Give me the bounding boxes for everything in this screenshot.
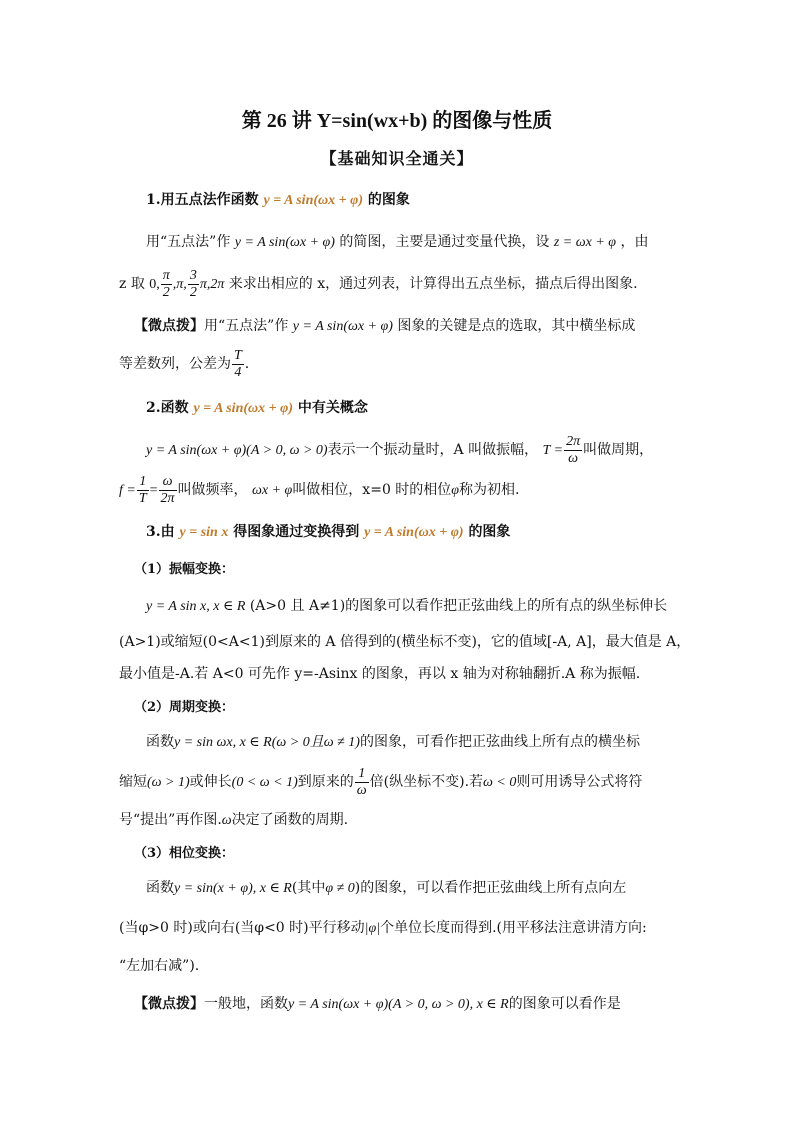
formula: y = A sin(ωx + φ) [292,319,393,334]
formula: y = A sin(ωx + φ) [234,235,335,250]
text: 个单位长度而得到.(用平移法注意讲清方向: [380,920,647,936]
paragraph-line [119,918,647,939]
fraction [188,268,199,301]
heading-text: 的图象 [367,192,410,208]
text: 用“五点法”作 [146,234,231,250]
paragraph-line: (A>1)或缩短(0<A<1)到原来的 A 倍得到的(横坐标不变)，它的值域[-A, A]，最大值是 A， [119,634,691,650]
text: z 取 [119,276,145,292]
formula: y = A sin x, x ∈ R [146,599,246,614]
paragraph-line [119,764,642,801]
text: 函数 [146,734,174,750]
tip-line [134,994,621,1015]
formula: ,π, [172,277,187,292]
fraction [355,766,369,799]
heading-formula: y = sin x [179,525,229,540]
text: 则可用诱导公式将符 [516,774,643,790]
text: 表示一个振动量时，A 叫做振幅， [327,442,539,458]
formula: y = sin(x + φ), x ∈ R [174,881,292,896]
denominator: 4 [234,364,242,380]
formula: f = [119,483,136,498]
text: 叫做频率， [177,482,248,498]
heading-text: 1.用五点法作函数 [146,192,259,208]
formula: φ [451,483,460,498]
text: (当φ>0 时)或向右(当φ<0 时)平行移动 [119,920,365,936]
heading-text: 3.由 [146,524,175,540]
heading-text: 2.函数 [146,400,189,416]
section-subtitle: 【基础知识全通关】 [320,149,474,168]
page-title: 第 26 讲 Y=sin(wx+b) 的图像与性质 [241,110,553,132]
section-2-heading [146,398,368,419]
paragraph-line [146,878,626,899]
text: 到原来的 [297,774,354,790]
text: 决定了函数的周期. [231,812,349,828]
tip-label: 【微点拨】 [134,996,204,1012]
denominator: 2π [160,490,175,506]
subheading-phase: （3）相位变换： [134,846,235,861]
heading-text: 的图象 [468,524,511,540]
text: )的图象，可以看作把正弦曲线上所有点向左 [354,880,627,896]
numerator: 1 [355,766,369,783]
formula: T = [542,443,564,458]
formula: 0, [149,277,160,292]
text: 的图象，可看作把正弦曲线上所有点的横坐标 [359,734,640,750]
paragraph-line [119,266,638,303]
section-1-heading [146,190,410,211]
formula: y = A sin(ωx + φ)(A > 0, ω > 0), x ∈ R [288,997,509,1012]
subheading-amplitude: （1）振幅变换： [134,562,235,577]
section-3-heading [146,522,510,543]
numerator: 2π [566,433,581,449]
numerator: 1 [137,474,149,491]
formula: z = ωx + φ [553,235,617,250]
text: 图象的关键是点的选取，其中横坐标成 [397,318,636,334]
text: 称为初相. [459,482,520,498]
formula: φ ≠ 0 [325,881,355,896]
text: 号“提出”再作图. [119,812,222,828]
formula: y = A sin(ωx + φ)(A > 0, ω > 0) [146,443,328,458]
text: 的图象可以看作是 [508,996,621,1012]
formula: (0 < ω < 1) [231,775,298,790]
text: 倍(纵坐标不变).若 [369,774,484,790]
formula: (ω > 1) [147,775,190,790]
paragraph-line [119,810,348,831]
text: 一般地，函数 [204,996,288,1012]
heading-formula: y = A sin(ωx + φ) [364,525,464,540]
fraction [232,348,244,381]
fraction [161,268,172,301]
formula: π,2π [199,277,225,292]
numerator: T [234,347,242,363]
fraction [159,474,177,507]
tip-line [134,316,635,337]
paragraph-line: 最小值是-A.若 A<0 可先作 y=-Asinx 的图象，再以 x 轴为对称轴翻折.A 称为振幅. [119,666,641,682]
denominator: 2 [189,284,197,300]
paragraph-line [146,232,649,253]
tip-line [119,346,249,382]
text: 来求出相应的 x，通过列表，计算得出五点坐标，描点后得出图象. [228,276,638,292]
text: 函数 [146,880,174,896]
formula: = [149,483,158,498]
text: 的简图，主要是通过变量代换，设 [339,234,550,250]
text: (A>0 且 A≠1)的图象可以看作把正弦曲线上的所有点的纵坐标伸长 [249,598,668,614]
text: 用“五点法”作 [204,318,289,334]
heading-formula: y = A sin(ωx + φ) [193,401,293,416]
text: (其中 [291,880,326,896]
text: 等差数列，公差为 [119,356,231,372]
heading-text: 得图象通过变换得到 [233,524,360,540]
paragraph-line [146,596,667,617]
denominator: ω [356,782,367,798]
text: 或伸长 [189,774,232,790]
formula: ωx + φ [252,483,293,498]
heading-formula: y = A sin(ωx + φ) [263,193,363,208]
paragraph-line [146,732,640,753]
denominator: T [138,490,147,506]
heading-text: 中有关概念 [297,400,368,416]
paragraph-line: “左加右减”). [119,958,200,974]
subheading-period: （2）周期变换： [134,700,235,715]
denominator: ω [568,450,579,466]
formula: |φ| [364,921,381,936]
text: ，由 [620,234,649,250]
denominator: 2 [162,284,170,300]
formula: ω [221,813,232,828]
fraction [564,434,582,467]
numerator: ω [159,474,177,491]
text: 叫做周期， [583,442,654,458]
formula: y = sin ωx, x ∈ R(ω > 0且ω ≠ 1) [174,735,360,750]
numerator: π [162,267,170,283]
formula: ω < 0 [483,775,517,790]
paragraph-line [119,472,520,509]
numerator: 3 [189,267,197,283]
tip-label: 【微点拨】 [134,318,204,334]
fraction [137,474,149,507]
paragraph-line [146,432,653,469]
text: 叫做相位，x=0 时的相位 [292,482,452,498]
text: 缩短 [119,774,147,790]
text: . [244,356,250,372]
